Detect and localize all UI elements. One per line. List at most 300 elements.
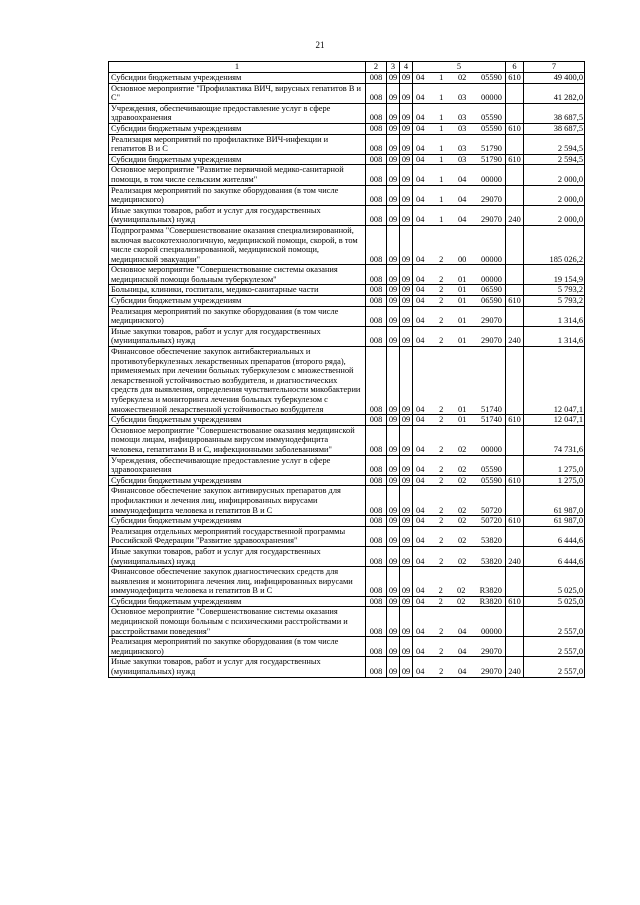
row-amount-cell: 12 047,1 [524, 415, 585, 426]
row-amount-cell: 1 275,0 [524, 475, 585, 486]
row-subsection-cell: 09 [400, 657, 413, 677]
row-expense-type-cell: 610 [506, 296, 524, 307]
target-code-part: 04 [457, 646, 467, 656]
row-ministry-cell: 008 [366, 486, 387, 516]
row-ministry-cell: 008 [366, 285, 387, 296]
row-name-cell: Финансовое обеспечение закупок диагностических средств для выявления и мониторинга лечения лиц, инфицированных вирусами иммунодефицита человека и гепатитов В и С [109, 567, 366, 597]
target-code-part: 04 [416, 626, 425, 636]
row-section-cell: 09 [387, 83, 400, 103]
row-expense-type-cell [506, 306, 524, 326]
row-subsection-cell: 09 [400, 347, 413, 415]
table-row [109, 265, 585, 285]
header-cell-section: 3 [387, 62, 400, 73]
row-subsection-cell: 09 [400, 326, 413, 346]
table-row [109, 516, 585, 527]
row-amount-cell: 2 594,5 [524, 134, 585, 154]
row-target-code-cell [413, 154, 506, 165]
target-code-part: 04 [416, 465, 425, 475]
target-code-part: 2 [438, 586, 443, 596]
target-code-part: 2 [438, 596, 443, 606]
target-code-part: 02 [457, 516, 467, 526]
target-code-part: 1 [439, 123, 444, 133]
header-cell-name: 1 [109, 62, 366, 73]
target-code-parts [413, 175, 505, 185]
row-subsection-cell: 09 [400, 425, 413, 455]
row-subsection-cell: 09 [400, 185, 413, 205]
target-code-part: 04 [416, 93, 425, 103]
table-row [109, 123, 585, 134]
target-code-parts [413, 255, 505, 265]
row-ministry-cell: 008 [366, 637, 387, 657]
row-name-cell: Финансовое обеспечение закупок антивирусных препаратов для профилактики и лечения лиц, инфицированных вирусами иммунодефицита человека и гепатитов В и С [109, 486, 366, 516]
target-code-part: 50720 [481, 516, 502, 526]
target-code-part: 04 [416, 505, 425, 515]
row-amount-cell: 2 557,0 [524, 657, 585, 677]
target-code-part: 2 [439, 465, 444, 475]
target-code-part: 06590 [481, 296, 502, 306]
table-row [109, 455, 585, 475]
table-row [109, 326, 585, 346]
row-amount-cell: 5 793,2 [524, 296, 585, 307]
row-expense-type-cell [506, 607, 524, 637]
row-amount-cell: 1 314,6 [524, 306, 585, 326]
row-subsection-cell: 09 [400, 285, 413, 296]
target-code-part: 02 [457, 556, 467, 566]
row-section-cell: 09 [387, 265, 400, 285]
row-target-code-cell [413, 347, 506, 415]
target-code-part: 04 [416, 144, 425, 154]
target-code-part: 01 [457, 404, 467, 414]
target-code-parts [413, 476, 505, 486]
target-code-part: 2 [439, 415, 444, 425]
row-target-code-cell [413, 486, 506, 516]
row-section-cell: 09 [387, 567, 400, 597]
target-code-part: 2 [439, 536, 444, 546]
row-amount-cell: 38 687,5 [524, 123, 585, 134]
row-section-cell: 09 [387, 526, 400, 546]
row-section-cell: 09 [387, 516, 400, 527]
table-row [109, 185, 585, 205]
row-amount-cell: 2 557,0 [524, 607, 585, 637]
target-code-part: 04 [416, 596, 425, 606]
row-ministry-cell: 008 [366, 425, 387, 455]
row-section-cell: 09 [387, 546, 400, 566]
row-subsection-cell: 09 [400, 306, 413, 326]
row-target-code-cell [413, 296, 506, 307]
row-name-cell: Учреждения, обеспечивающие предоставление услуг в сфере здравоохранения [109, 455, 366, 475]
row-name-cell: Субсидии бюджетным учреждениям [109, 596, 366, 607]
row-name-cell: Больницы, клиники, госпитали, медико-санитарные части [109, 285, 366, 296]
target-code-part: 04 [416, 123, 425, 133]
row-name-cell: Основное мероприятие "Развитие первичной медико-санитарной помощи, в том числе сельским жителям" [109, 165, 366, 185]
table-row [109, 415, 585, 426]
target-code-part: 04 [416, 556, 425, 566]
row-subsection-cell: 09 [400, 296, 413, 307]
row-expense-type-cell [506, 486, 524, 516]
row-section-cell: 09 [387, 306, 400, 326]
row-target-code-cell [413, 607, 506, 637]
target-code-part: 03 [457, 123, 467, 133]
row-section-cell: 09 [387, 296, 400, 307]
row-target-code-cell [413, 526, 506, 546]
row-name-cell: Иные закупки товаров, работ и услуг для государственных (муниципальных) нужд [109, 657, 366, 677]
target-code-part: 02 [457, 465, 467, 475]
target-code-part: 1 [439, 215, 444, 225]
row-ministry-cell: 008 [366, 205, 387, 225]
target-code-part: 51790 [481, 154, 502, 164]
target-code-part: 00000 [481, 254, 502, 264]
target-code-part: 03 [457, 144, 467, 154]
target-code-part: 29070 [481, 646, 502, 656]
row-expense-type-cell: 610 [506, 475, 524, 486]
target-code-part: 1 [439, 113, 444, 123]
row-target-code-cell [413, 326, 506, 346]
row-section-cell: 09 [387, 347, 400, 415]
row-amount-cell: 19 154,9 [524, 265, 585, 285]
target-code-part: 04 [416, 536, 425, 546]
table-row [109, 475, 585, 486]
row-name-cell: Основное мероприятие "Совершенствование системы оказания медицинской помощи больным с психическими расстройствами и расстройствами поведения" [109, 607, 366, 637]
target-code-part: 1 [439, 144, 444, 154]
target-code-parts [413, 73, 505, 83]
row-subsection-cell: 09 [400, 526, 413, 546]
row-amount-cell: 12 047,1 [524, 347, 585, 415]
target-code-part: 53820 [481, 556, 502, 566]
row-expense-type-cell [506, 185, 524, 205]
target-code-parts [413, 275, 505, 285]
row-subsection-cell: 09 [400, 134, 413, 154]
table-row [109, 83, 585, 103]
row-target-code-cell [413, 265, 506, 285]
target-code-part: 04 [416, 113, 425, 123]
target-code-part: 1 [439, 174, 444, 184]
target-code-part: 2 [439, 254, 444, 264]
row-name-cell: Субсидии бюджетным учреждениям [109, 475, 366, 486]
row-ministry-cell: 008 [366, 185, 387, 205]
row-name-cell: Иные закупки товаров, работ и услуг для государственных (муниципальных) нужд [109, 205, 366, 225]
target-code-part: 29070 [481, 667, 502, 677]
target-code-part: 04 [416, 285, 425, 295]
row-expense-type-cell [506, 567, 524, 597]
table-row [109, 347, 585, 415]
row-ministry-cell: 008 [366, 265, 387, 285]
target-code-parts [413, 155, 505, 165]
row-section-cell: 09 [387, 415, 400, 426]
row-amount-cell: 61 987,0 [524, 486, 585, 516]
target-code-part: 2 [439, 274, 444, 284]
row-section-cell: 09 [387, 425, 400, 455]
row-ministry-cell: 008 [366, 455, 387, 475]
row-target-code-cell [413, 425, 506, 455]
row-name-cell: Реализация мероприятий по профилактике ВИЧ-инфекции и гепатитов В и С [109, 134, 366, 154]
table-row [109, 205, 585, 225]
row-name-cell: Основное мероприятие "Профилактика ВИЧ, вирусных гепатитов В и С" [109, 83, 366, 103]
row-section-cell: 09 [387, 285, 400, 296]
target-code-parts [413, 195, 505, 205]
row-subsection-cell: 09 [400, 265, 413, 285]
target-code-parts [413, 506, 505, 516]
row-target-code-cell [413, 455, 506, 475]
row-ministry-cell: 008 [366, 546, 387, 566]
target-code-part: 29070 [481, 195, 502, 205]
row-section-cell: 09 [387, 123, 400, 134]
row-expense-type-cell [506, 526, 524, 546]
row-amount-cell: 2 000,0 [524, 205, 585, 225]
target-code-part: 04 [457, 195, 467, 205]
row-subsection-cell: 09 [400, 154, 413, 165]
row-amount-cell: 61 987,0 [524, 516, 585, 527]
row-target-code-cell [413, 285, 506, 296]
row-target-code-cell [413, 73, 506, 84]
target-code-part: 01 [457, 285, 467, 295]
row-name-cell: Субсидии бюджетным учреждениям [109, 73, 366, 84]
table-row [109, 596, 585, 607]
target-code-part: 04 [416, 174, 425, 184]
row-target-code-cell [413, 306, 506, 326]
target-code-parts [413, 536, 505, 546]
target-code-parts [413, 557, 505, 567]
row-name-cell: Подпрограмма "Совершенствование оказания специализированной, включая высокотехнологичную, медицинской помощи, скорой, в том числе скорой специализированной, медицинской помощи, медицинской эвакуации" [109, 225, 366, 264]
row-expense-type-cell [506, 225, 524, 264]
target-code-part: 2 [439, 516, 444, 526]
target-code-parts [413, 415, 505, 425]
row-expense-type-cell [506, 165, 524, 185]
table-row [109, 607, 585, 637]
row-name-cell: Иные закупки товаров, работ и услуг для государственных (муниципальных) нужд [109, 326, 366, 346]
target-code-part: 04 [457, 667, 467, 677]
row-subsection-cell: 09 [400, 596, 413, 607]
table-row [109, 134, 585, 154]
row-expense-type-cell [506, 637, 524, 657]
target-code-part: 2 [439, 556, 444, 566]
target-code-part: 29070 [481, 336, 502, 346]
target-code-part: R3820 [479, 596, 502, 606]
row-target-code-cell [413, 225, 506, 264]
row-target-code-cell [413, 415, 506, 426]
row-expense-type-cell: 240 [506, 326, 524, 346]
row-target-code-cell [413, 657, 506, 677]
row-name-cell: Реализация мероприятий по закупке оборудования (в том числе медицинского) [109, 185, 366, 205]
row-section-cell: 09 [387, 205, 400, 225]
row-name-cell: Субсидии бюджетным учреждениям [109, 516, 366, 527]
row-expense-type-cell [506, 134, 524, 154]
row-amount-cell: 185 026,2 [524, 225, 585, 264]
row-subsection-cell: 09 [400, 516, 413, 527]
table-row [109, 657, 585, 677]
target-code-part: 02 [457, 536, 467, 546]
target-code-part: 04 [457, 626, 467, 636]
target-code-part: 1 [439, 73, 444, 82]
row-target-code-cell [413, 83, 506, 103]
row-expense-type-cell [506, 347, 524, 415]
target-code-parts [413, 316, 505, 326]
target-code-part: 2 [439, 404, 444, 414]
row-amount-cell: 5 793,2 [524, 285, 585, 296]
row-section-cell: 09 [387, 475, 400, 486]
header-cell-expense-type: 6 [506, 62, 524, 73]
row-amount-cell: 74 731,6 [524, 425, 585, 455]
row-expense-type-cell: 240 [506, 546, 524, 566]
row-expense-type-cell: 610 [506, 596, 524, 607]
row-amount-cell: 5 025,0 [524, 596, 585, 607]
target-code-part: R3820 [479, 586, 502, 596]
target-code-part: 03 [457, 154, 467, 164]
row-section-cell: 09 [387, 225, 400, 264]
row-target-code-cell [413, 205, 506, 225]
target-code-part: 02 [457, 586, 466, 596]
table-row [109, 165, 585, 185]
target-code-part: 03 [457, 113, 467, 123]
row-section-cell: 09 [387, 486, 400, 516]
target-code-part: 04 [416, 516, 425, 526]
row-name-cell: Субсидии бюджетным учреждениям [109, 415, 366, 426]
target-code-part: 01 [457, 274, 467, 284]
target-code-part: 1 [439, 195, 444, 205]
target-code-part: 04 [457, 215, 467, 225]
target-code-parts [413, 296, 505, 306]
table-row [109, 103, 585, 123]
table-row [109, 637, 585, 657]
row-subsection-cell: 09 [400, 83, 413, 103]
target-code-part: 00 [457, 254, 467, 264]
row-subsection-cell: 09 [400, 165, 413, 185]
target-code-parts [413, 113, 505, 123]
target-code-parts [413, 215, 505, 225]
row-section-cell: 09 [387, 103, 400, 123]
row-ministry-cell: 008 [366, 347, 387, 415]
header-cell-amount: 7 [524, 62, 585, 73]
target-code-part: 04 [416, 316, 425, 326]
target-code-part: 2 [439, 505, 444, 515]
row-subsection-cell: 09 [400, 475, 413, 486]
target-code-part: 04 [416, 415, 425, 425]
target-code-part: 2 [439, 336, 444, 346]
target-code-part: 04 [416, 336, 425, 346]
target-code-parts [413, 647, 505, 657]
row-subsection-cell: 09 [400, 73, 413, 84]
target-code-part: 29070 [481, 316, 502, 326]
target-code-parts [413, 465, 505, 475]
row-name-cell: Реализация отдельных мероприятий государственной программы Российской Федерации "Развитие здравоохранения" [109, 526, 366, 546]
target-code-part: 1 [439, 154, 444, 164]
row-expense-type-cell [506, 425, 524, 455]
row-name-cell: Финансовое обеспечение закупок антибактериальных и противотуберкулезных лекарственных препаратов (второго ряда), применяемых при лечении больных туберкулезом с множественной лекарственной устойчивостью возбудителя, и диагностических средств для выявления, определения чувствительности микобактерии туберкулеза и мониторинга лечения больных туберкулезом с множественной лекарственной устойчивостью возбудителя [109, 347, 366, 415]
target-code-part: 2 [439, 646, 444, 656]
row-ministry-cell: 008 [366, 596, 387, 607]
target-code-parts [413, 445, 505, 455]
row-target-code-cell [413, 516, 506, 527]
row-amount-cell: 1 314,6 [524, 326, 585, 346]
target-code-part: 06590 [481, 285, 502, 295]
target-code-part: 04 [416, 274, 425, 284]
target-code-part: 00000 [481, 626, 502, 636]
target-code-part: 04 [416, 195, 425, 205]
row-subsection-cell: 09 [400, 637, 413, 657]
row-subsection-cell: 09 [400, 486, 413, 516]
target-code-part: 03 [457, 93, 467, 103]
table-body [109, 73, 585, 678]
row-target-code-cell [413, 185, 506, 205]
target-code-parts [413, 144, 505, 154]
row-amount-cell: 1 275,0 [524, 455, 585, 475]
row-section-cell: 09 [387, 185, 400, 205]
target-code-part: 2 [439, 296, 444, 306]
row-amount-cell: 2 000,0 [524, 165, 585, 185]
row-name-cell: Субсидии бюджетным учреждениям [109, 296, 366, 307]
row-ministry-cell: 008 [366, 225, 387, 264]
row-section-cell: 09 [387, 596, 400, 607]
row-amount-cell: 2 594,5 [524, 154, 585, 165]
row-name-cell: Основное мероприятие "Совершенствование системы оказания медицинской помощи больным туберкулезом" [109, 265, 366, 285]
row-target-code-cell [413, 567, 506, 597]
target-code-part: 04 [416, 475, 425, 485]
target-code-part: 01 [457, 316, 467, 326]
target-code-part: 05590 [481, 73, 502, 82]
row-ministry-cell: 008 [366, 607, 387, 637]
target-code-part: 05590 [481, 113, 502, 123]
target-code-part: 04 [416, 404, 425, 414]
table-row [109, 306, 585, 326]
row-amount-cell: 6 444,6 [524, 546, 585, 566]
row-expense-type-cell: 610 [506, 123, 524, 134]
row-ministry-cell: 008 [366, 123, 387, 134]
target-code-part: 1 [439, 93, 444, 103]
target-code-parts [413, 627, 505, 637]
target-code-parts [413, 405, 505, 415]
table-row [109, 526, 585, 546]
target-code-part: 04 [416, 296, 425, 306]
target-code-part: 29070 [481, 215, 502, 225]
row-section-cell: 09 [387, 165, 400, 185]
target-code-part: 04 [416, 254, 425, 264]
row-section-cell: 09 [387, 657, 400, 677]
row-expense-type-cell: 610 [506, 516, 524, 527]
target-code-part: 02 [457, 73, 467, 82]
target-code-part: 05590 [481, 475, 502, 485]
target-code-part: 04 [457, 174, 467, 184]
row-expense-type-cell: 610 [506, 154, 524, 165]
target-code-part: 04 [416, 586, 425, 596]
table-row [109, 567, 585, 597]
page-number: 21 [315, 40, 325, 50]
budget-table [108, 61, 585, 678]
row-target-code-cell [413, 546, 506, 566]
row-section-cell: 09 [387, 154, 400, 165]
target-code-part: 04 [416, 667, 425, 677]
row-expense-type-cell: 610 [506, 73, 524, 84]
row-section-cell: 09 [387, 73, 400, 84]
target-code-part: 04 [416, 646, 425, 656]
row-amount-cell: 2 557,0 [524, 637, 585, 657]
row-target-code-cell [413, 134, 506, 154]
row-expense-type-cell [506, 265, 524, 285]
target-code-parts [413, 93, 505, 103]
row-expense-type-cell [506, 103, 524, 123]
row-amount-cell: 5 025,0 [524, 567, 585, 597]
row-ministry-cell: 008 [366, 526, 387, 546]
target-code-part: 05590 [481, 123, 502, 133]
row-subsection-cell: 09 [400, 103, 413, 123]
target-code-part: 00000 [481, 174, 502, 184]
row-subsection-cell: 09 [400, 546, 413, 566]
row-subsection-cell: 09 [400, 123, 413, 134]
target-code-part: 51790 [481, 144, 502, 154]
table-row [109, 546, 585, 566]
target-code-parts [413, 516, 505, 526]
row-target-code-cell [413, 165, 506, 185]
row-subsection-cell: 09 [400, 455, 413, 475]
row-ministry-cell: 008 [366, 657, 387, 677]
